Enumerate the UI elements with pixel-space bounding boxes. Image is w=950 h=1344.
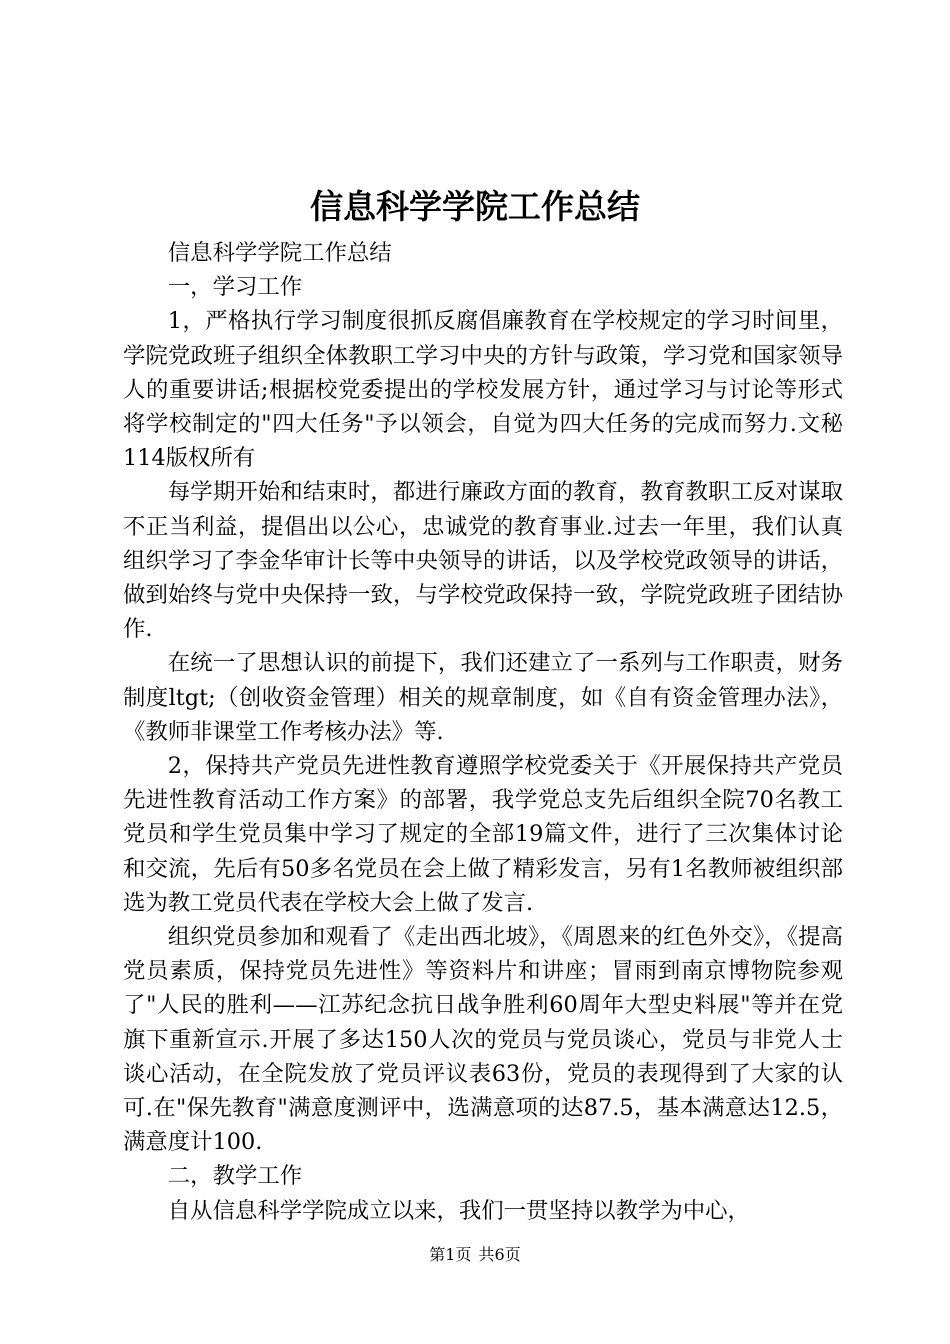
paragraph: 1，严格执行学习制度很抓反腐倡廉教育在学校规定的学习时间里，学院党政班子组织全体教职工学习中央的方针与政策，学习党和国家领导人的重要讲话;根据校党委提出的学校发展方针，通过学习与讨论等形式将学校制定的"四大任务"予以领会，自觉为四大任务的完成而努力.文秘114版权所有 [123,308,843,472]
paragraph: 组织党员参加和观看了《走出西北坡》，《周恩来的红色外交》，《提高党员素质，保持党员先进性》等资料片和讲座；冒雨到南京博物院参观了"人民的胜利——江苏纪念抗日战争胜利60周年大型史料展"等并在党旗下重新宣示.开展了多达150人次的党员与党员谈心，党员与非党人士谈心活动，在全院发放了党员评议表63份，党员的表现得到了大家的认可.在"保先教育"满意度测评中，选满意项的达87.5，基本满意达12.5，满意度计100. [123,924,843,1156]
document-title: 信息科学学院工作总结 [310,187,640,226]
paragraph: 2，保持共产党员先进性教育遵照学校党委关于《开展保持共产党员先进性教育活动工作方案》的部署，我学党总支先后组织全院70名教工党员和学生党员集中学习了规定的全部19篇文件，进行了三次集体讨论和交流，先后有50多名党员在会上做了精彩发言，另有1名教师被组织部选为教工党员代表在学校大会上做了发言. [123,753,843,916]
paragraph: 每学期开始和结束时，都进行廉政方面的教育，教育教职工反对谋取不正当利益，提倡出以公心，忠诚党的教育事业.过去一年里，我们认真组织学习了李金华审计长等中央领导的讲话，以及学校党政领导的讲话，做到始终与党中央保持一致，与学校党政保持一致，学院党政班子团结协作. [123,479,843,643]
paragraph: 自从信息科学学院成立以来，我们一贯坚持以教学为中心， [167,1197,750,1224]
paragraph: 在统一了思想认识的前提下，我们还建立了一系列与工作职责，财务制度ltgt;（创收资金管理）相关的规章制度，如《自有资金管理办法》，《教师非课堂工作考核办法》等. [123,650,843,745]
section-heading-study: 一，学习工作 [167,274,303,301]
section-heading-teaching: 二，教学工作 [167,1163,303,1190]
page-footer: 第1页 共6页 [429,1245,521,1264]
paragraph-subtitle: 信息科学学院工作总结 [167,240,392,266]
document-body [123,236,843,1228]
